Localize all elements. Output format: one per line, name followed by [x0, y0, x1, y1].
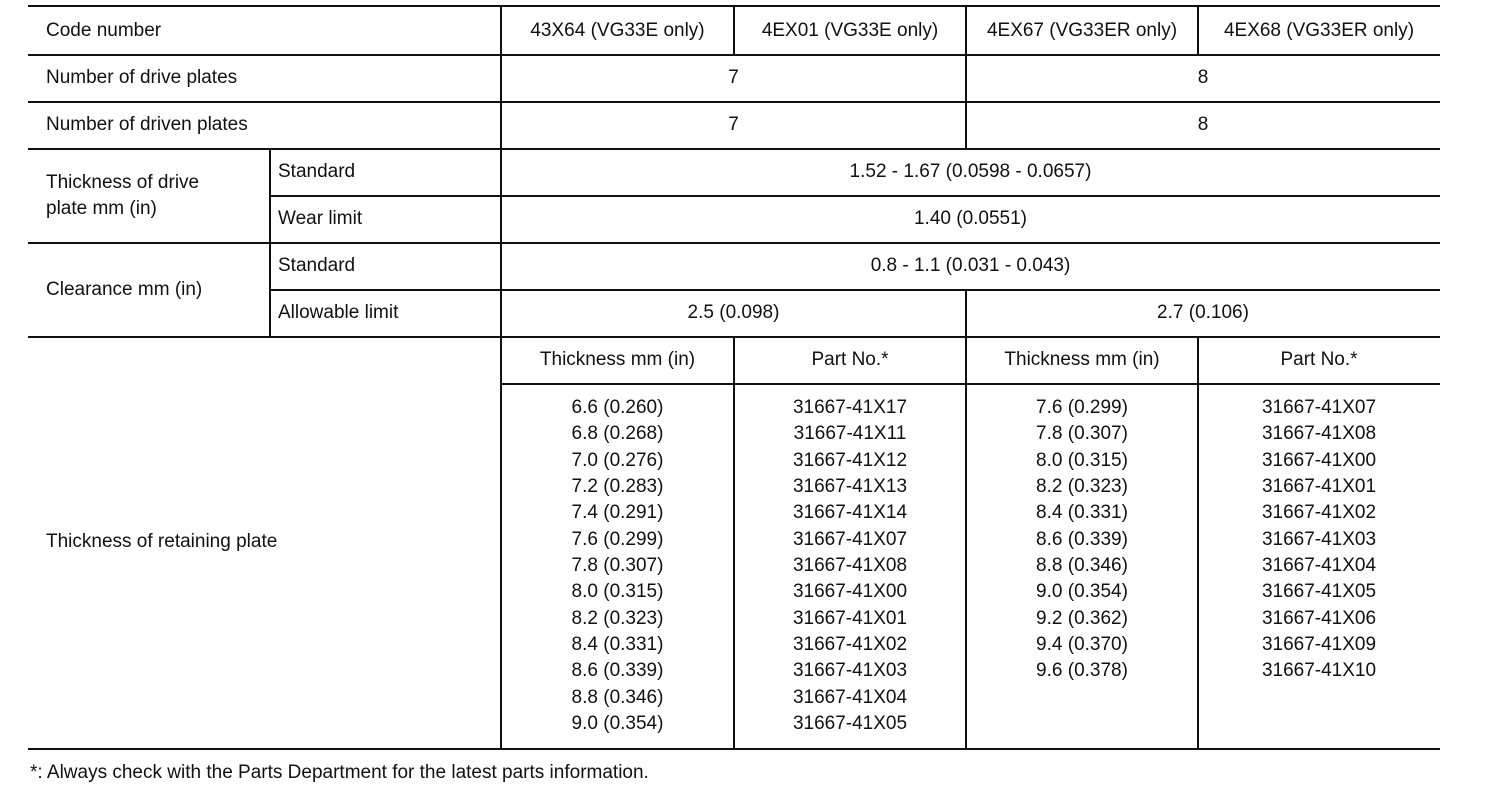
- clearance-allowable-value-b: 2.7 (0.106): [1157, 302, 1249, 323]
- list-item: 7.8 (0.307): [1036, 423, 1128, 445]
- drive-plates-label: Number of drive plates: [46, 67, 238, 88]
- list-item: 8.6 (0.339): [1036, 528, 1128, 550]
- list-item: 31667-41X17: [792, 397, 908, 418]
- list-item: 31667-41X08: [1261, 423, 1377, 445]
- list-item: 8.4 (0.331): [571, 633, 664, 655]
- list-item: 6.6 (0.260): [571, 397, 664, 418]
- retaining-part-header-b: Part No.*: [1280, 349, 1358, 370]
- list-item: 31667-41X11: [793, 423, 907, 445]
- list-item: 8.0 (0.315): [1036, 449, 1128, 471]
- drive-plate-standard-label: Standard: [278, 161, 356, 182]
- drive-plate-standard-value: 1.52 - 1.67 (0.0598 - 0.0657): [849, 161, 1092, 182]
- list-item: 7.6 (0.299): [571, 528, 664, 550]
- driven-plates-label: Number of driven plates: [46, 114, 248, 135]
- retaining-parts-list-a: [734, 395, 966, 737]
- retaining-thickness-list-b: [966, 395, 1198, 685]
- code-header-43x64: 43X64 (VG33E only): [530, 20, 705, 41]
- list-item: 9.6 (0.378): [1036, 660, 1128, 682]
- list-item: 7.4 (0.291): [571, 502, 664, 524]
- list-item: 31667-41X00: [1261, 449, 1377, 471]
- list-item: 31667-41X03: [792, 660, 908, 682]
- list-item: 8.2 (0.323): [1036, 475, 1128, 497]
- code-header-4ex01: 4EX01 (VG33E only): [761, 20, 939, 41]
- clearance-label: Clearance mm (in): [46, 279, 203, 300]
- list-item: 31667-41X01: [792, 607, 908, 629]
- list-item: 8.8 (0.346): [1036, 554, 1128, 576]
- list-item: 7.0 (0.276): [571, 449, 664, 471]
- code-header-4ex67: 4EX67 (VG33ER only): [986, 20, 1178, 41]
- list-item: 31667-41X02: [1261, 502, 1377, 524]
- retaining-part-header-a: Part No.*: [811, 349, 889, 370]
- clearance-allowable-value-a: 2.5 (0.098): [687, 302, 780, 323]
- list-item: 31667-41X02: [792, 633, 908, 655]
- list-item: 9.4 (0.370): [1036, 633, 1128, 655]
- retaining-thickness-list-a: [501, 395, 734, 737]
- list-item: 31667-41X05: [792, 712, 908, 734]
- list-item: 31667-41X01: [1261, 475, 1377, 497]
- list-item: 8.8 (0.346): [571, 686, 664, 708]
- list-item: 7.6 (0.299): [1036, 397, 1128, 418]
- drive-plate-thickness-label-2: plate mm (in): [46, 198, 157, 219]
- list-item: 31667-41X13: [792, 475, 908, 497]
- list-item: 31667-41X05: [1261, 581, 1377, 603]
- footnote: *: Always check with the Parts Department for the latest parts information.: [30, 762, 649, 783]
- drive-plate-thickness-label-1: Thickness of drive: [46, 172, 200, 193]
- drive-plates-value-a: 7: [728, 67, 739, 88]
- list-item: 7.2 (0.283): [571, 475, 664, 497]
- driven-plates-value-b: 8: [1197, 114, 1209, 135]
- list-item: 31667-41X04: [1261, 554, 1377, 576]
- list-item: 31667-41X10: [1261, 660, 1377, 682]
- list-item: 31667-41X14: [792, 502, 908, 524]
- retaining-plate-label: Thickness of retaining plate: [46, 531, 278, 552]
- list-item: 31667-41X00: [792, 581, 908, 603]
- list-item: 31667-41X03: [1261, 528, 1377, 550]
- list-item: 8.2 (0.323): [571, 607, 664, 629]
- code-number-label: Code number: [46, 20, 162, 41]
- list-item: 31667-41X12: [792, 449, 908, 471]
- list-item: 8.4 (0.331): [1036, 502, 1128, 524]
- retaining-parts-list-b: [1198, 395, 1440, 685]
- drive-plates-value-b: 8: [1197, 67, 1209, 88]
- drive-plate-wear-label: Wear limit: [278, 208, 363, 229]
- list-item: 31667-41X09: [1261, 633, 1377, 655]
- retaining-thickness-header-a: Thickness mm (in): [539, 349, 696, 370]
- list-item: 7.8 (0.307): [571, 554, 664, 576]
- list-item: 31667-41X04: [792, 686, 908, 708]
- list-item: 9.0 (0.354): [1036, 581, 1128, 603]
- clearance-allowable-label: Allowable limit: [278, 302, 399, 323]
- list-item: 6.8 (0.268): [571, 423, 664, 445]
- list-item: 9.2 (0.362): [1036, 607, 1128, 629]
- list-item: 31667-41X07: [1261, 397, 1377, 418]
- clearance-standard-label: Standard: [278, 255, 356, 276]
- driven-plates-value-a: 7: [728, 114, 739, 135]
- retaining-thickness-header-b: Thickness mm (in): [1004, 349, 1160, 370]
- code-header-4ex68: 4EX68 (VG33ER only): [1223, 20, 1415, 41]
- list-item: 31667-41X08: [792, 554, 908, 576]
- list-item: 8.6 (0.339): [571, 660, 664, 682]
- list-item: 9.0 (0.354): [571, 712, 664, 734]
- list-item: 31667-41X07: [792, 528, 908, 550]
- drive-plate-wear-value: 1.40 (0.0551): [913, 208, 1028, 229]
- list-item: 31667-41X06: [1261, 607, 1377, 629]
- clearance-standard-value: 0.8 - 1.1 (0.031 - 0.043): [870, 255, 1071, 276]
- list-item: 8.0 (0.315): [571, 581, 664, 603]
